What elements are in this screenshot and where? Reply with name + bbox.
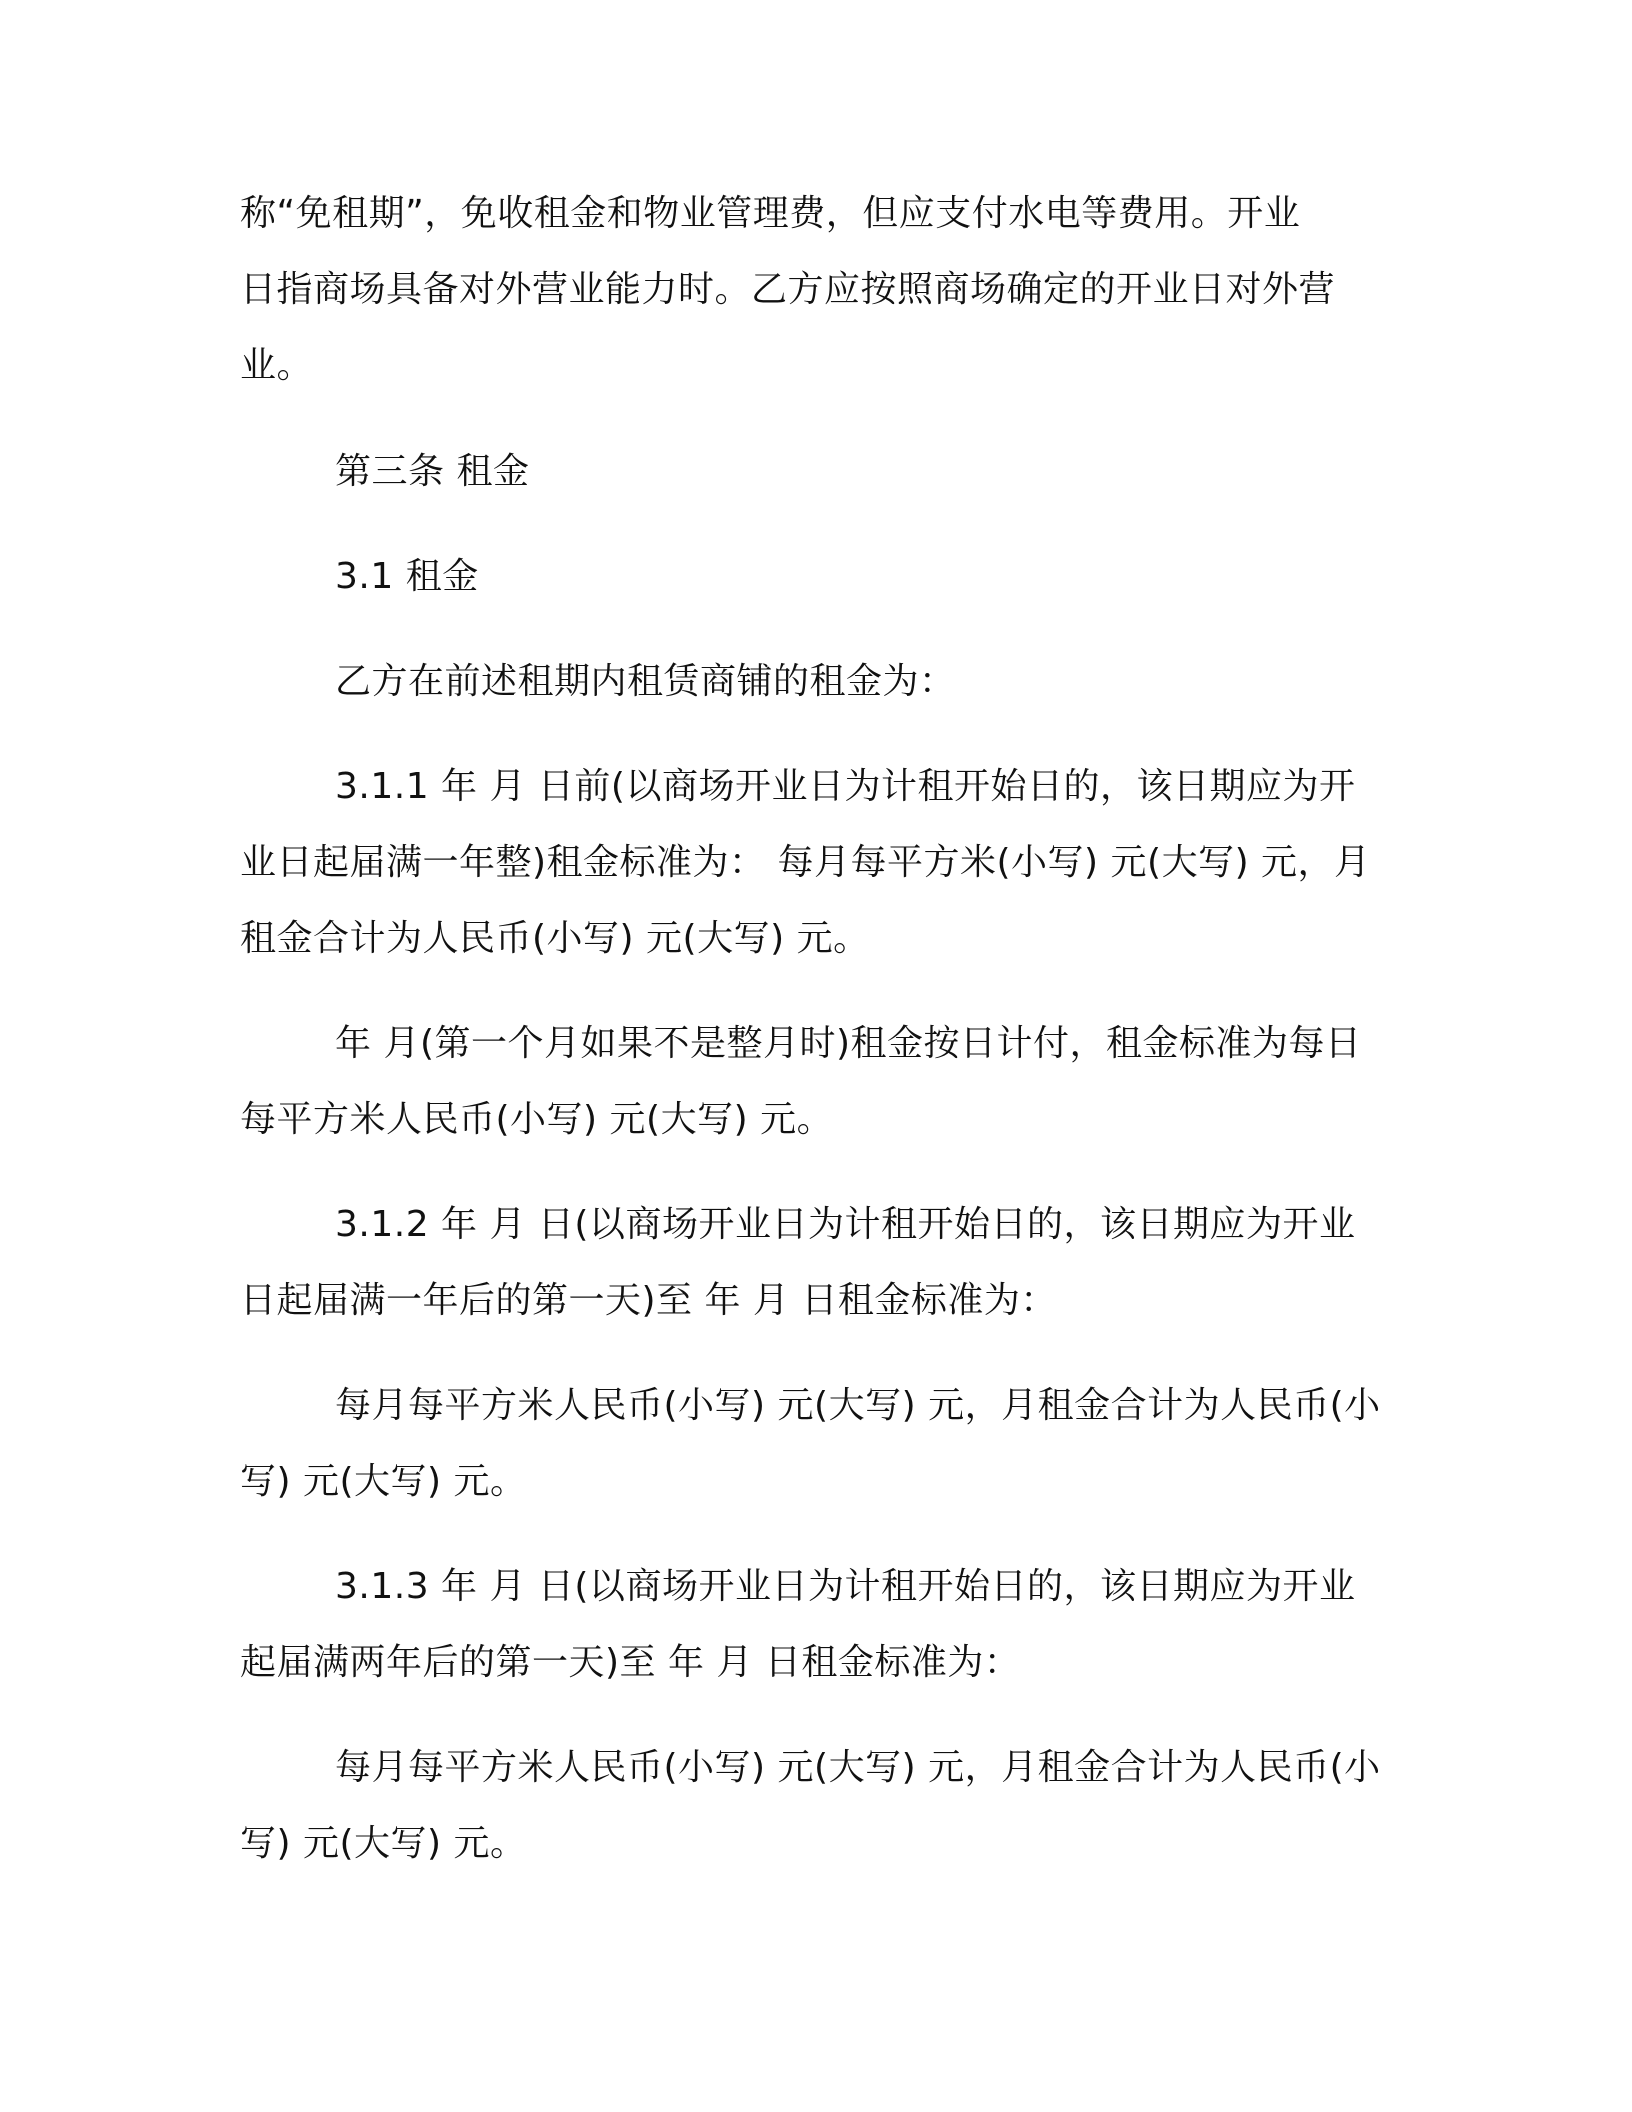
clause-line: 3.1.1 年 月 日前(以商场开业日为计租开始日的，该日期应为开 — [335, 766, 1356, 807]
text-line: 写) 元(大写) 元。 — [240, 1823, 527, 1864]
text-line: 每月每平方米人民币(小写) 元(大写) 元，月租金合计为人民币(小 — [335, 1385, 1381, 1426]
text-line: 业日起届满一年整)租金标准为： 每月每平方米(小写) 元(大写) 元，月 — [240, 842, 1371, 883]
clause-line: 3.1.3 年 月 日(以商场开业日为计租开始日的，该日期应为开业 — [335, 1566, 1356, 1607]
text-line: 称“免租期”，免收租金和物业管理费，但应支付水电等费用。开业 — [240, 193, 1301, 234]
text-line: 每平方米人民币(小写) 元(大写) 元。 — [240, 1099, 834, 1140]
text-line: 每月每平方米人民币(小写) 元(大写) 元，月租金合计为人民币(小 — [335, 1747, 1381, 1788]
clause-line: 3.1.2 年 月 日(以商场开业日为计租开始日的，该日期应为开业 — [335, 1204, 1356, 1245]
section-heading: 第三条 租金 — [335, 451, 530, 492]
text-line: 写) 元(大写) 元。 — [240, 1461, 527, 1502]
text-line: 起届满两年后的第一天)至 年 月 日租金标准为： — [240, 1642, 1021, 1683]
text-line: 业。 — [240, 345, 314, 386]
text-line: 日起届满一年后的第一天)至 年 月 日租金标准为： — [240, 1280, 1057, 1321]
text-line: 乙方在前述租期内租赁商铺的租金为： — [335, 661, 956, 702]
subsection-heading: 3.1 租金 — [335, 556, 479, 597]
text-line: 日指商场具备对外营业能力时。乙方应按照商场确定的开业日对外营 — [240, 269, 1336, 310]
text-line: 年 月(第一个月如果不是整月时)租金按日计付，租金标准为每日 — [335, 1023, 1362, 1064]
text-line: 租金合计为人民币(小写) 元(大写) 元。 — [240, 918, 870, 959]
